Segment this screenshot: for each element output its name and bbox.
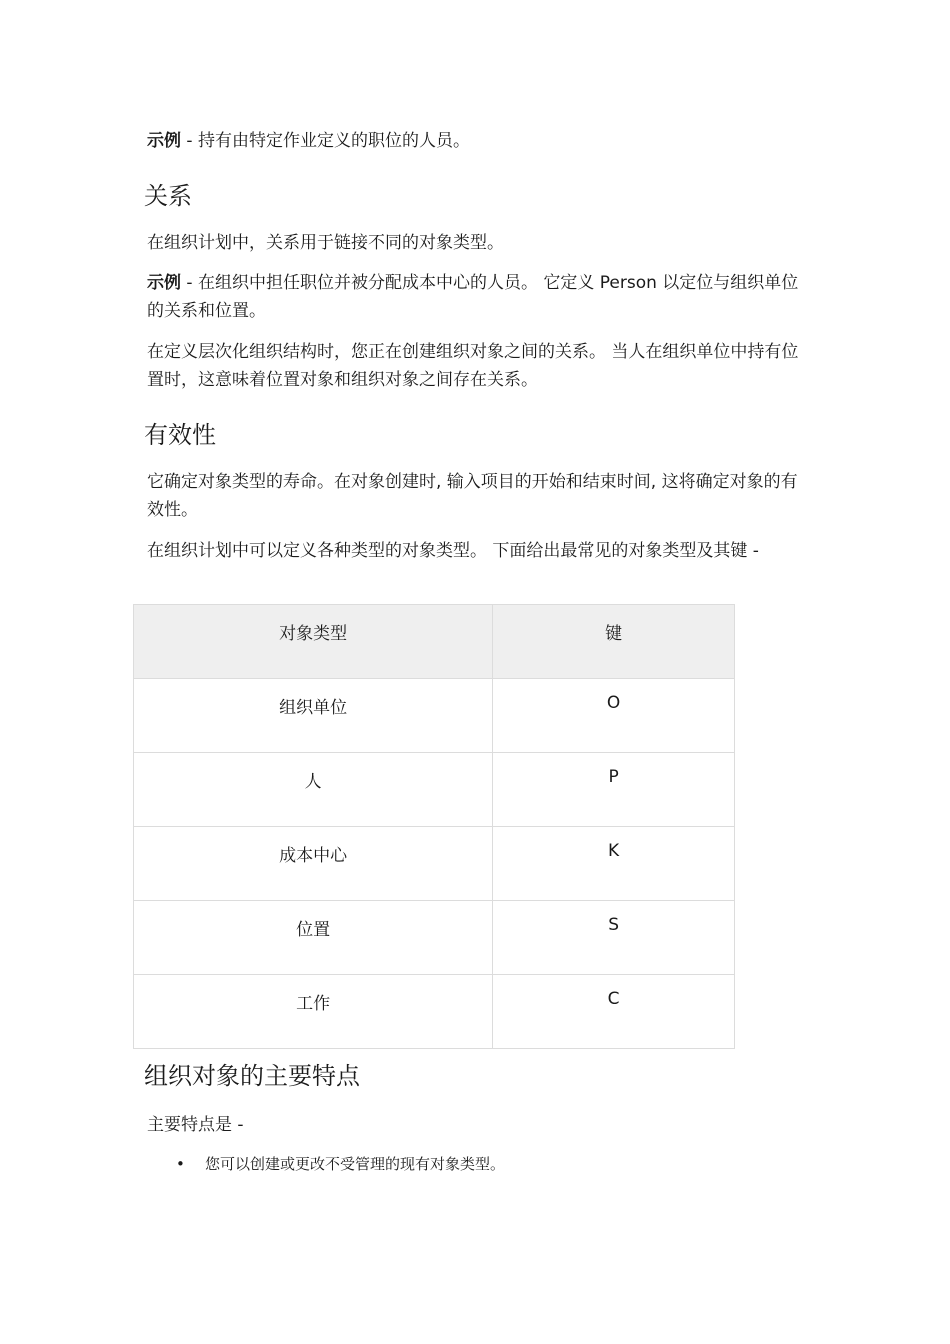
table-row — [134, 975, 735, 1049]
table-row — [134, 901, 735, 975]
example-paragraph — [147, 127, 807, 155]
validity-paragraph-2: 在组织计划中可以定义各种类型的对象类型。 下面给出最常见的对象类型及其键 - — [147, 541, 759, 561]
section-heading-validity: 有效性 — [144, 421, 216, 449]
section-heading-relations: 关系 — [144, 182, 192, 210]
bullet-icon: • — [176, 1155, 185, 1173]
example-label: 示例 — [147, 131, 181, 151]
features-list — [176, 1151, 505, 1177]
list-item-text: 您可以创建或更改不受管理的现有对象类型。 — [205, 1155, 506, 1173]
table-cell-key: S — [493, 901, 735, 975]
example-label: 示例 — [147, 273, 181, 293]
table-row — [134, 753, 735, 827]
relations-example-paragraph — [147, 269, 807, 325]
section-heading-features: 组织对象的主要特点 — [144, 1062, 360, 1090]
object-type-table — [133, 604, 735, 1049]
list-item — [176, 1151, 505, 1177]
table-cell-object-type: 成本中心 — [134, 827, 493, 901]
table-cell-key: K — [493, 827, 735, 901]
table-header-key: 键 — [493, 605, 735, 679]
validity-paragraph-1: 它确定对象类型的寿命。在对象创建时, 输入项目的开始和结束时间, 这将确定对象的有效性。 — [147, 472, 798, 520]
relations-paragraph-2: 在定义层次化组织结构时，您正在创建组织对象之间的关系。 当人在组织单位中持有位置时，这意味着位置对象和组织对象之间存在关系。 — [147, 342, 799, 390]
table-cell-object-type: 人 — [134, 753, 493, 827]
table-cell-object-type: 位置 — [134, 901, 493, 975]
table-cell-object-type: 工作 — [134, 975, 493, 1049]
table-header-object-type: 对象类型 — [134, 605, 493, 679]
table-cell-key: P — [493, 753, 735, 827]
table-row — [134, 827, 735, 901]
example-text: - 在组织中担任职位并被分配成本中心的人员。 它定义 Person 以定位与组织单位的关系和位置。 — [147, 273, 799, 321]
table-header-row — [134, 605, 735, 679]
table-cell-object-type: 组织单位 — [134, 679, 493, 753]
example-text: - 持有由特定作业定义的职位的人员。 — [181, 131, 470, 151]
features-intro: 主要特点是 - — [147, 1115, 244, 1135]
table-cell-key: O — [493, 679, 735, 753]
table-cell-key: C — [493, 975, 735, 1049]
table-row — [134, 679, 735, 753]
relations-paragraph-1: 在组织计划中，关系用于链接不同的对象类型。 — [147, 233, 504, 253]
